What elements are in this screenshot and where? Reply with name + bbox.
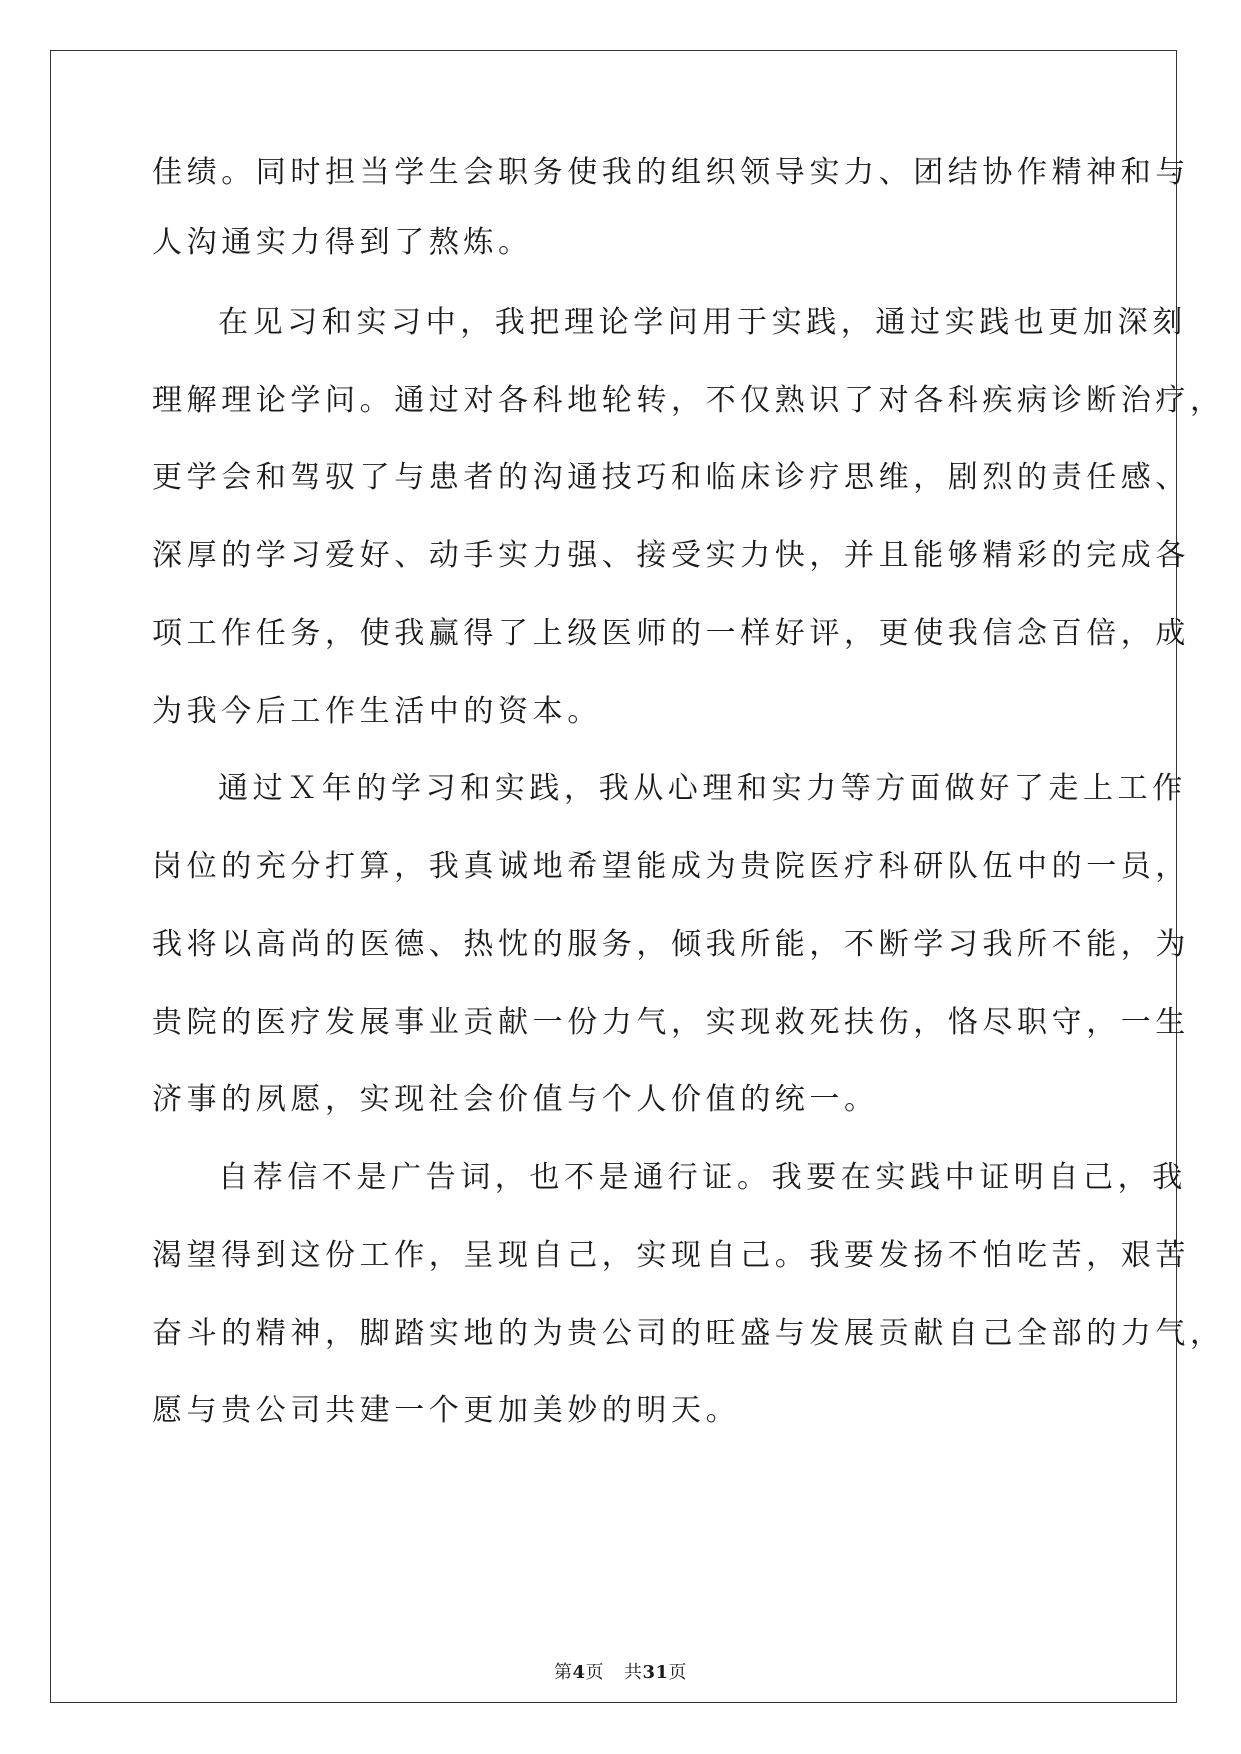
footer-total-unit: 页 xyxy=(668,1662,688,1683)
text-line: 理解理论学问。通过对各科地轮转，不仅熟识了对各科疾病诊断治疗， xyxy=(152,383,1225,418)
page-footer xyxy=(0,1662,1241,1684)
text-line: 更学会和驾驭了与患者的沟通技巧和临床诊疗思维，剧烈的责任感、 xyxy=(152,460,1190,495)
text-line: 佳绩。同时担当学生会职务使我的组织领导实力、团结协作精神和与 xyxy=(152,155,1190,190)
footer-total-prefix: 共 xyxy=(623,1662,643,1683)
text-line: 通过Ｘ年的学习和实践，我从心理和实力等方面做好了走上工作 xyxy=(218,771,1187,806)
total-pages-number: 31 xyxy=(642,1662,669,1683)
text-line: 贵院的医疗发展事业贡献一份力气，实现救死扶伤，恪尽职守，一生 xyxy=(152,1005,1190,1040)
text-line: 岗位的充分打算，我真诚地希望能成为贵院医疗科研队伍中的一员， xyxy=(152,849,1190,884)
text-line: 我将以高尚的医德、热忱的服务，倾我所能，不断学习我所不能，为 xyxy=(152,927,1190,962)
footer-prefix: 第 xyxy=(553,1662,573,1683)
text-line: 为我今后工作生活中的资本。 xyxy=(152,694,602,729)
text-line: 在见习和实习中，我把理论学问用于实践，通过实践也更加深刻 xyxy=(218,305,1187,340)
text-line: 奋斗的精神，脚踏实地的为贵公司的旺盛与发展贡献自己全部的力气， xyxy=(152,1316,1225,1351)
text-line: 愿与贵公司共建一个更加美妙的明天。 xyxy=(152,1393,741,1428)
text-line: 济事的夙愿，实现社会价值与个人价值的统一。 xyxy=(152,1082,879,1117)
text-line: 渴望得到这份工作，呈现自己，实现自己。我要发扬不怕吃苦，艰苦 xyxy=(152,1238,1190,1273)
text-line: 人沟通实力得到了熬炼。 xyxy=(152,225,533,260)
text-line: 项工作任务，使我赢得了上级医师的一样好评，更使我信念百倍，成 xyxy=(152,616,1190,651)
current-page-number: 4 xyxy=(572,1662,586,1683)
text-line: 深厚的学习爱好、动手实力强、接受实力快，并且能够精彩的完成各 xyxy=(152,538,1190,573)
text-line: 自荐信不是广告词，也不是通行证。我要在实践中证明自己，我 xyxy=(218,1160,1187,1195)
footer-page-unit: 页 xyxy=(585,1662,604,1683)
